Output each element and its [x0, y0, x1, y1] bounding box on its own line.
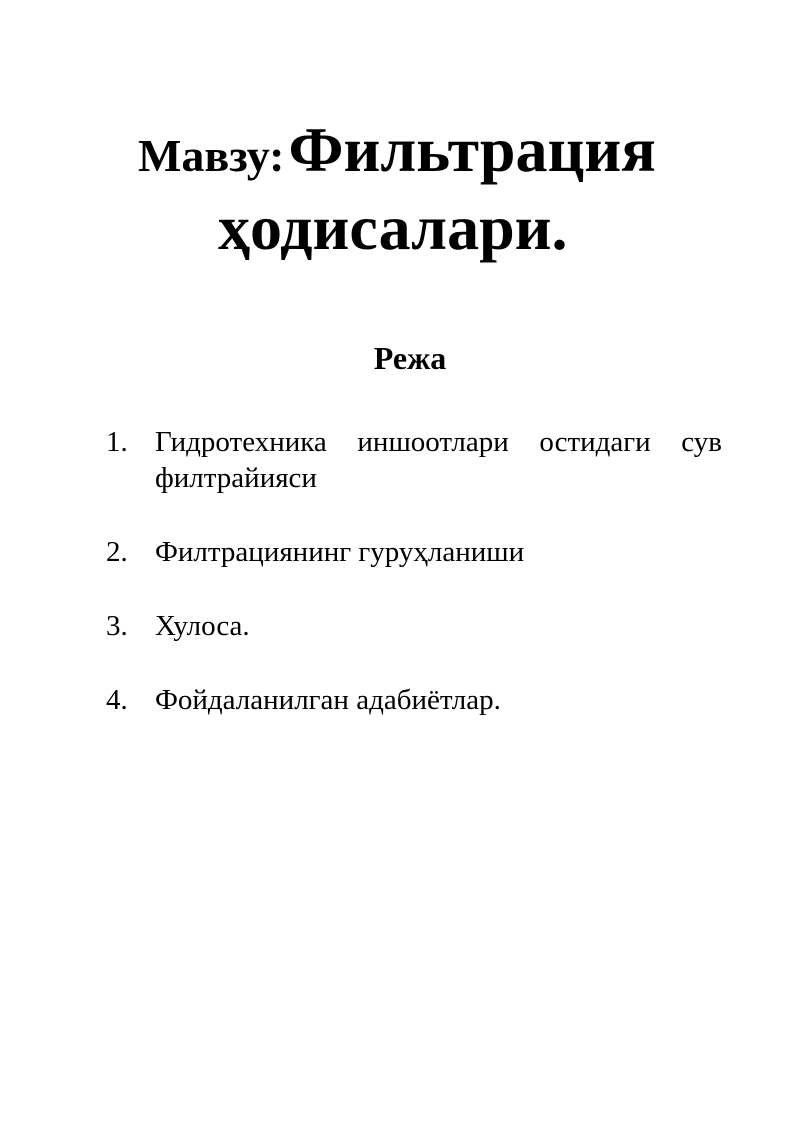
- list-item: [106, 682, 722, 718]
- plan-list: [106, 424, 722, 756]
- list-item-number: 3.: [106, 610, 128, 642]
- list-item-text: Хулоса.: [155, 610, 250, 642]
- list-item-text: Гидротехника иншоотлари остидаги сув филтрайияси: [155, 426, 722, 494]
- list-item-number: 2.: [106, 536, 128, 568]
- list-item: [106, 424, 722, 496]
- document-title: [138, 114, 758, 185]
- list-item-text: Филтрациянинг гуруҳланиши: [155, 536, 525, 568]
- list-item-text: Фойдаланилган адабиётлар.: [155, 684, 501, 716]
- title-prefix: Мавзу:: [138, 130, 285, 181]
- title-main-line-1: Фильтрация: [288, 114, 656, 185]
- plan-heading: Режа: [373, 340, 447, 376]
- list-item: [106, 534, 722, 570]
- title-main-line-2: ҳодисалари.: [218, 192, 568, 263]
- list-item-number: 1.: [106, 426, 128, 458]
- list-item: [106, 608, 722, 644]
- list-item-number: 4.: [106, 684, 128, 716]
